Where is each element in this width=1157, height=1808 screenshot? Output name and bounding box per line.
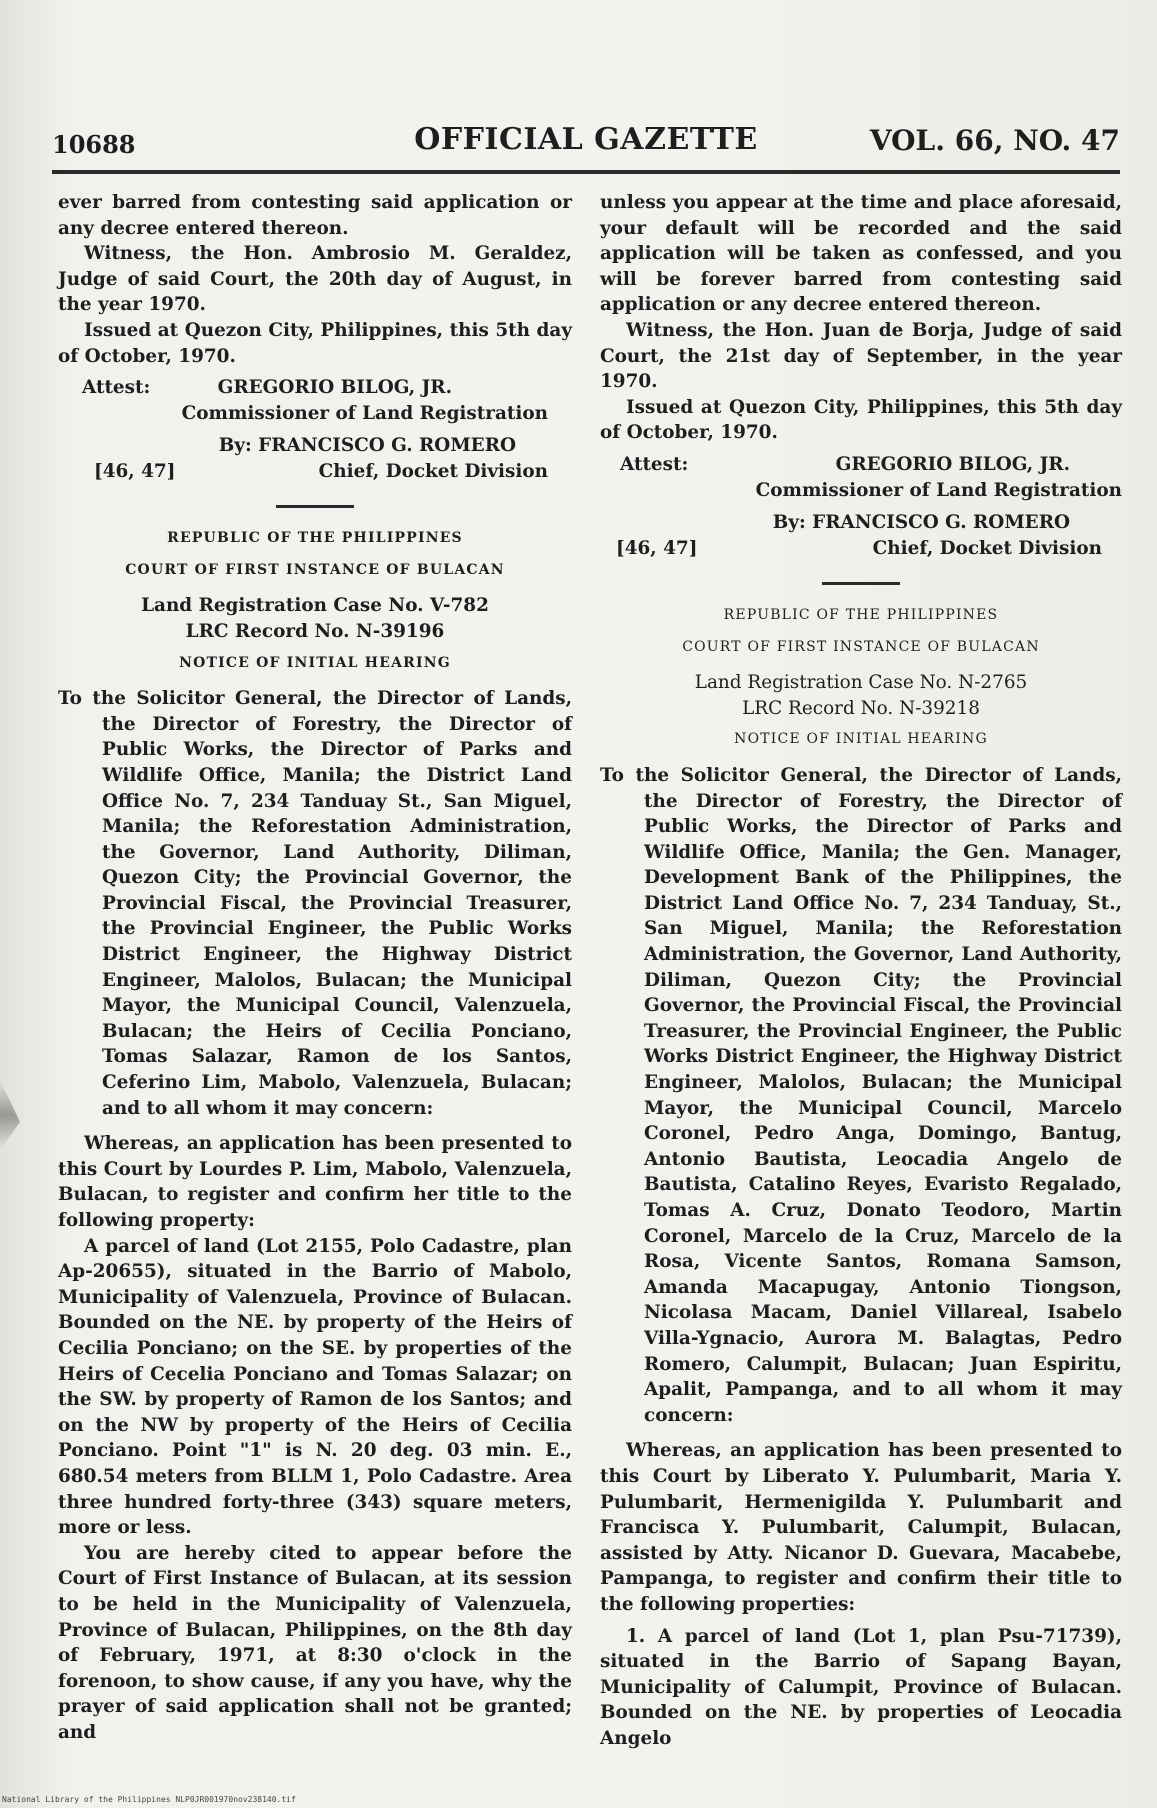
- left-record-number: LRC Record No. N-39196: [185, 620, 445, 642]
- right-case-number: Land Registration Case No. N-2765: [694, 672, 1028, 694]
- left-attest-line: [58, 375, 572, 401]
- left-republic: REPUBLIC OF THE PHILIPPINES: [167, 530, 463, 547]
- right-addressees: To the Solicitor General, the Director of Lands, the Director of Forestry, the Director of Public Works, the Director of Parks and Wildlife Office, Manila; the Gen. Manager, Development Bank of the Philippines, the District Land Office No. 7, 234 Tanduay, St., San Miguel, Manila; the Reforestation Administration, the Governor, Land Authority, Diliman, Quezon City; the Provincial Governor, the Provincial Fiscal, the Provincial Treasurer, the Provincial Engineer, the Public Works District Engineer, the Highway District Engineer, Malolos, Bulacan; the Municipal Mayor, the Municipal Council, Marcelo Coronel, Pedro Anga, Domingo, Bantug, Antonio Bautista, Leocadia Angelo de Bautista, Catalino Reyes, Evaristo Regalado, Tomas A. Cruz, Donato Teodoro, Martin Coronel, Marcelo de la Cruz, Marcelo de la Rosa, Vicente Santos, Romana Samson, Amanda Macapugay, Antonio Tiongson, Nicolasa Macam, Daniel Villareal, Isabelo Villa-Ygnacio, Aurora M. Balagtas, Pedro Romero, Calumpit, Bulacan; Juan Espiritu, Apalit, Pampanga, and to all whom it may concern:: [600, 764, 1122, 1426]
- left-case-number: Land Registration Case No. V-782: [141, 595, 489, 617]
- page-number: 10688: [52, 130, 136, 159]
- right-witness: Witness, the Hon. Juan de Borja, Judge of said Court, the 21st day of September, in the year 1970.: [600, 319, 1122, 393]
- left-by: By: FRANCISCO G. ROMERO: [218, 435, 516, 457]
- right-parcel-1: 1. A parcel of land (Lot 1, plan Psu-71739), situated in the Barrio of Sapang Bayan, Municipality of Calumpit, Province of Bulacan. Bounded on the NE. by properties of Leocadia Angelo: [600, 1625, 1122, 1749]
- left-by-title: Chief, Docket Division: [318, 461, 548, 483]
- left-continuation: ever barred from contesting said application or any decree entered thereon.: [58, 192, 572, 239]
- left-signatory-title: Commissioner of Land Registration: [181, 403, 548, 425]
- right-republic: REPUBLIC OF THE PHILIPPINES: [723, 606, 999, 623]
- page-header: [52, 118, 1120, 166]
- left-signatory-title-line: [58, 401, 572, 427]
- right-ref: [46, 47]: [616, 537, 698, 559]
- left-by-line: [58, 433, 572, 459]
- left-ref-line: [58, 459, 572, 485]
- left-notice-heading: NOTICE OF INITIAL HEARING: [179, 654, 451, 671]
- left-addressees: To the Solicitor General, the Director of Lands, the Director of Forestry, the Director of Public Works, the Director of Parks and Wildlife Office, Manila; the District Land Office No. 7, 234 Tanduay St., San Miguel, Manila; the Reforestation Administration, the Governor, Land Authority, Diliman, Quezon City; the Provincial Governor, the Provincial Fiscal, the Provincial Treasurer, the Provincial Engineer, the Public Works District Engineer, the Highway District Engineer, Malolos, Bulacan; the Municipal Mayor, the Municipal Council, Valenzuela, Bulacan; the Heirs of Cecilia Ponciano, Tomas Salazar, Ramon de los Santos, Ceferino Lim, Mabolo, Valenzuela, Bulacan; and to all whom it may concern:: [58, 688, 572, 1119]
- right-by: By: FRANCISCO G. ROMERO: [772, 511, 1070, 533]
- right-record-number: LRC Record No. N-39218: [742, 697, 980, 719]
- right-separator: [822, 582, 900, 585]
- left-column: [58, 190, 572, 1745]
- header-rule: [52, 170, 1120, 174]
- left-court: COURT OF FIRST INSTANCE OF BULACAN: [125, 561, 505, 578]
- right-column: [600, 190, 1122, 1751]
- left-signatory-name: GREGORIO BILOG, JR.: [217, 377, 452, 399]
- right-signatory-title-line: [600, 478, 1122, 504]
- left-ref: [46, 47]: [94, 461, 176, 483]
- left-cited: You are hereby cited to appear before the Court of First Instance of Bulacan, at its session to be held in the Municipality of Valenzuela, Province of Bulacan, Philippines, on the 8th day of February, 1971, at 8:30 o'clock in the forenoon, to show cause, if any you have, why the prayer of said application shall not be granted; and: [58, 1542, 572, 1743]
- left-whereas: Whereas, an application has been presented to this Court by Lourdes P. Lim, Mabolo, Valenzuela, Bulacan, to register and confirm her title to the following property:: [58, 1133, 572, 1231]
- right-continuation: unless you appear at the time and place aforesaid, your default will be recorded and the said application will be taken as confessed, and you will be forever barred from contesting said application or any decree entered thereon.: [600, 192, 1122, 316]
- right-signatory-title: Commissioner of Land Registration: [755, 479, 1122, 501]
- right-notice-heading: NOTICE OF INITIAL HEARING: [734, 731, 988, 748]
- right-attest-label: Attest:: [620, 453, 689, 475]
- right-ref-line: [600, 536, 1122, 562]
- scan-footer: National Library of the Philippines NLP0JR001970nov238140.tif: [2, 1795, 296, 1804]
- binding-shadow: [0, 1080, 20, 1150]
- volume-number: VOL. 66, NO. 47: [869, 124, 1120, 157]
- publication-title: OFFICIAL GAZETTE: [414, 122, 758, 157]
- left-parcel: A parcel of land (Lot 2155, Polo Cadastre, plan Ap-20655), situated in the Barrio of Mabolo, Municipality of Valenzuela, Province of Bulacan. Bounded on the NE. by property of the Heirs of Cecilia Ponciano; on the SE. by properties of the Heirs of Cecelia Ponciano and Tomas Salazar; on the SW. by property of Ramon de los Santos; and on the NW by property of the Heirs of Cecilia Ponciano. Point "1" is N. 20 deg. 03 min. E., 680.54 meters from BLLM 1, Polo Cadastre. Area three hundred forty-three (343) square meters, more or less.: [58, 1235, 572, 1539]
- right-issued: Issued at Quezon City, Philippines, this 5th day of October, 1970.: [600, 396, 1122, 444]
- left-attest-label: Attest:: [82, 377, 151, 399]
- left-witness: Witness, the Hon. Ambrosio M. Geraldez, Judge of said Court, the 20th day of August, in the year 1970.: [58, 243, 572, 316]
- left-separator: [276, 505, 354, 508]
- right-signatory-name: GREGORIO BILOG, JR.: [835, 453, 1070, 475]
- right-by-line: [600, 510, 1122, 536]
- left-issued: Issued at Quezon City, Philippines, this 5th day of October, 1970.: [58, 319, 572, 367]
- right-by-title: Chief, Docket Division: [872, 537, 1102, 559]
- right-attest-line: [600, 452, 1122, 478]
- right-whereas: Whereas, an application has been presented to this Court by Liberato Y. Pulumbarit, Maria Y. Pulumbarit, Hermenigilda Y. Pulumbarit and Francisca Y. Pulumbarit, Calumpit, Bulacan, assisted by Atty. Nicanor D. Guevara, Macabebe, Pampanga, to register and confirm their title to the following properties:: [600, 1440, 1122, 1615]
- right-court: COURT OF FIRST INSTANCE OF BULACAN: [682, 638, 1040, 655]
